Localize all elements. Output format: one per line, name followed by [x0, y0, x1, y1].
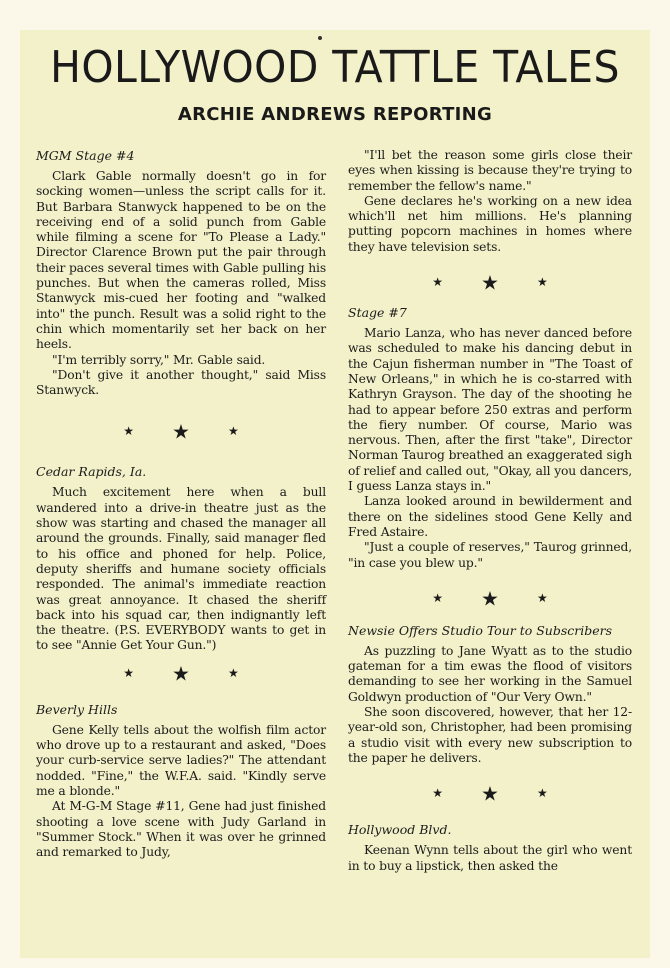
page-title: HOLLYWOOD TATTLE TALES	[50, 42, 620, 93]
magazine-page	[20, 30, 650, 958]
star-icon: ★	[536, 590, 586, 605]
paragraph: She soon discovered, however, that her 12-year-old son, Christopher, had been promising a studio visit with every new subscription to the paper he delivers.	[348, 705, 632, 765]
star-icon: ★	[432, 275, 482, 290]
paragraph: "Just a couple of reserves," Taurog grinned, "in case you blew up."	[348, 540, 632, 570]
paragraph: Gene Kelly tells about the wolfish film actor who drove up to a restaurant and asked, "Does your curb-service serve ladies?" The attendant nodded. "Fine," the W.F.A. said. "Kindly serve me a blonde."	[36, 722, 326, 798]
paragraph: Keenan Wynn tells about the girl who went in to buy a lipstick, then asked the	[348, 843, 632, 873]
star-icon: ★	[123, 424, 173, 439]
star-separator	[348, 267, 632, 297]
star-icon: ★	[123, 665, 173, 680]
section-heading-hollywood-blvd: Hollywood Blvd.	[348, 822, 452, 838]
paragraph: Gene declares he's working on a new idea which'll net him millions. He's planning putting popcorn machines in homes where they have television sets.	[348, 193, 632, 254]
star-icon: ★	[536, 786, 586, 801]
star-separator	[348, 583, 632, 613]
star-icon: ★	[536, 275, 586, 290]
star-icon: ★	[481, 781, 537, 806]
byline: ARCHIE ANDREWS REPORTING	[177, 104, 493, 125]
star-icon: ★	[481, 586, 537, 611]
paragraph: Much excitement here when a bull wandered into a drive-in theatre just as the show was starting and chased the manager all around the grounds. Finally, said manager fled to his office and phoned for help. Police, deputy sheriffs and humane society officials responded. The animal's immediate reaction was great annoyance. It chased the sheriff back into his squad car, then indignantly left the theatre. (P.S. EVERYBODY wants to get in to see "Annie Get Your Gun.")	[36, 485, 326, 653]
printer-dot	[318, 36, 322, 40]
star-icon: ★	[481, 270, 537, 295]
section-heading-newsie: Newsie Offers Studio Tour to Subscribers	[348, 622, 613, 638]
star-icon: ★	[432, 590, 482, 605]
star-icon: ★	[227, 665, 277, 680]
star-icon: ★	[227, 424, 277, 439]
section-heading-beverly-hills: Beverly Hills	[36, 701, 118, 717]
star-separator	[348, 778, 632, 808]
right-column	[348, 148, 632, 874]
left-column	[36, 148, 326, 860]
section-heading-cedar-rapids: Cedar Rapids, Ia.	[36, 464, 147, 480]
star-icon: ★	[172, 661, 228, 686]
paragraph: "Don't give it another thought," said Miss Stanwyck.	[36, 367, 326, 398]
paragraph: "I'm terribly sorry," Mr. Gable said.	[52, 352, 266, 367]
star-separator	[36, 416, 326, 446]
paragraph: Lanza looked around in bewilderment and there on the sidelines stood Gene Kelly and Fred Astaire.	[348, 494, 632, 539]
paragraph: Clark Gable normally doesn't go in for socking women—unless the script calls for it. But Barbara Stanwyck happened to be on the receiving end of a solid punch from Gable while filming a scene for "To Please a Lady." Director Clarence Brown put the pair through their paces several times with Gable pulling his punches. But when the cameras rolled, Miss Stanwyck mis-cued her footing and "walked into" the punch. Result was a solid right to the chin which momentarily set her back on her heels.	[36, 169, 326, 352]
paragraph: "I'll bet the reason some girls close their eyes when kissing is because they're trying to remember the fellow's name."	[348, 148, 632, 193]
star-icon: ★	[172, 419, 228, 444]
paragraph: At M-G-M Stage #11, Gene had just finished shooting a love scene with Judy Garland in "Summer Stock." When it was over he grinned and remarked to Judy,	[36, 799, 326, 860]
star-icon: ★	[432, 786, 482, 801]
star-separator	[36, 658, 326, 688]
paragraph: Mario Lanza, who has never danced before was scheduled to make his dancing debut in the Cajun fisherman number in "The Toast of New Orleans," in which he is co-starred with Kathryn Grayson. The day of the shooting he had to appear before 250 extras and perform the fiery number. Of course, Mario was nervous. Then, after the first "take", Director Norman Taurog breathed an exaggerated sigh of relief and called out, "Okay, all you dancers, I guess Lanza stays in."	[348, 326, 632, 494]
section-heading-stage-7: Stage #7	[348, 305, 407, 321]
section-heading-mgm: MGM Stage #4	[36, 148, 135, 163]
paragraph: As puzzling to Jane Wyatt as to the studio gateman for a tim ewas the flood of visitors demanding to see her working in the Samuel Goldwyn production of "Our Very Own."	[348, 643, 632, 704]
